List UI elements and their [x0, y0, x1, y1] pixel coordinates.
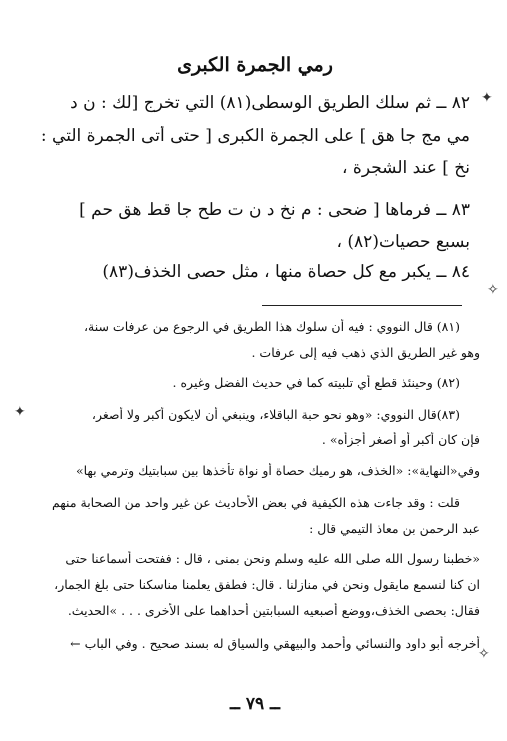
footnote-separator — [262, 305, 462, 306]
footnote-line: فقال: بحصى الخذف،ووضع أصبعيه السبابتين أحداهما على الأخرى . . . »الحديث. — [67, 603, 480, 618]
scan-mark-icon: ✧ — [487, 282, 499, 298]
footnote-line: «خطبنا رسول الله صلى الله عليه وسلم ونحن بمنى ، قال : ففتحت أسماعنا حتى — [65, 551, 480, 566]
footnote-line: (٨٢) وحينئذ قطع أي تلبيته كما في حديث الفضل وغيره . — [172, 375, 460, 390]
footnote-line: ان كنا لنسمع مايقول ونحن في منازلنا . قال: فطفق يعلمنا مناسكنا حتى بلغ الجمار، — [54, 577, 480, 592]
body-line: بسبع حصيات(٨٢) ، — [336, 232, 470, 252]
scan-mark-icon: ✦ — [14, 404, 26, 420]
scan-mark-icon: ✧ — [478, 646, 490, 662]
footnote-line: فإن كان أكبر أو أصغر أجزأه» . — [321, 432, 480, 447]
scan-mark-icon: ✦ — [481, 90, 493, 106]
footnote-line: وفي«النهاية»: «الخذف، هو رميك حصاة أو نواة تأخذها بين سبابتيك وترمي بها» — [75, 463, 480, 478]
body-line: ٨٤ ــ يكبر مع كل حصاة منها ، مثل حصى الخذف(٨٣) — [102, 262, 470, 282]
footnote-line: (٨١) قال النووي : فيه أن سلوك هذا الطريق في الرجوع من عرفات سنة، — [83, 319, 460, 334]
body-line: ٨٢ ــ ثم سلك الطريق الوسطى(٨١) التي تخرج [لك : ن د — [70, 93, 470, 113]
page-title: رمي الجمرة الكبرى — [177, 54, 333, 76]
footnote-line: أخرجه أبو داود والنسائي وأحمد والبيهقي والسياق له بسند صحيح . وفي الباب ← — [70, 636, 480, 651]
body-line: نخ ] عند الشجرة ، — [342, 158, 470, 178]
footnote-line: عبد الرحمن بن معاذ التيمي قال : — [309, 521, 480, 536]
body-line: ٨٣ ــ فرماها [ ضحى : م نخ د ن ت طح جا قط هق حم ] — [79, 200, 470, 220]
footnote-line: قلت : وقد جاءت هذه الكيفية في بعض الأحاديث عن غير واحد من الصحابة منهم — [51, 495, 460, 510]
footnote-line: (٨٣)قال النووي: «وهو نحو حبة الباقلاء، وينبغي أن لايكون أكبر ولا أصغر، — [91, 407, 460, 422]
page-number: ــ ٧٩ ــ — [229, 694, 281, 714]
footnote-line: وهو غير الطريق الذي ذهب فيه إلى عرفات . — [251, 345, 480, 360]
body-line: مي مج جا هق ] على الجمرة الكبرى [ حتى أتى الجمرة التي : — [40, 126, 470, 146]
